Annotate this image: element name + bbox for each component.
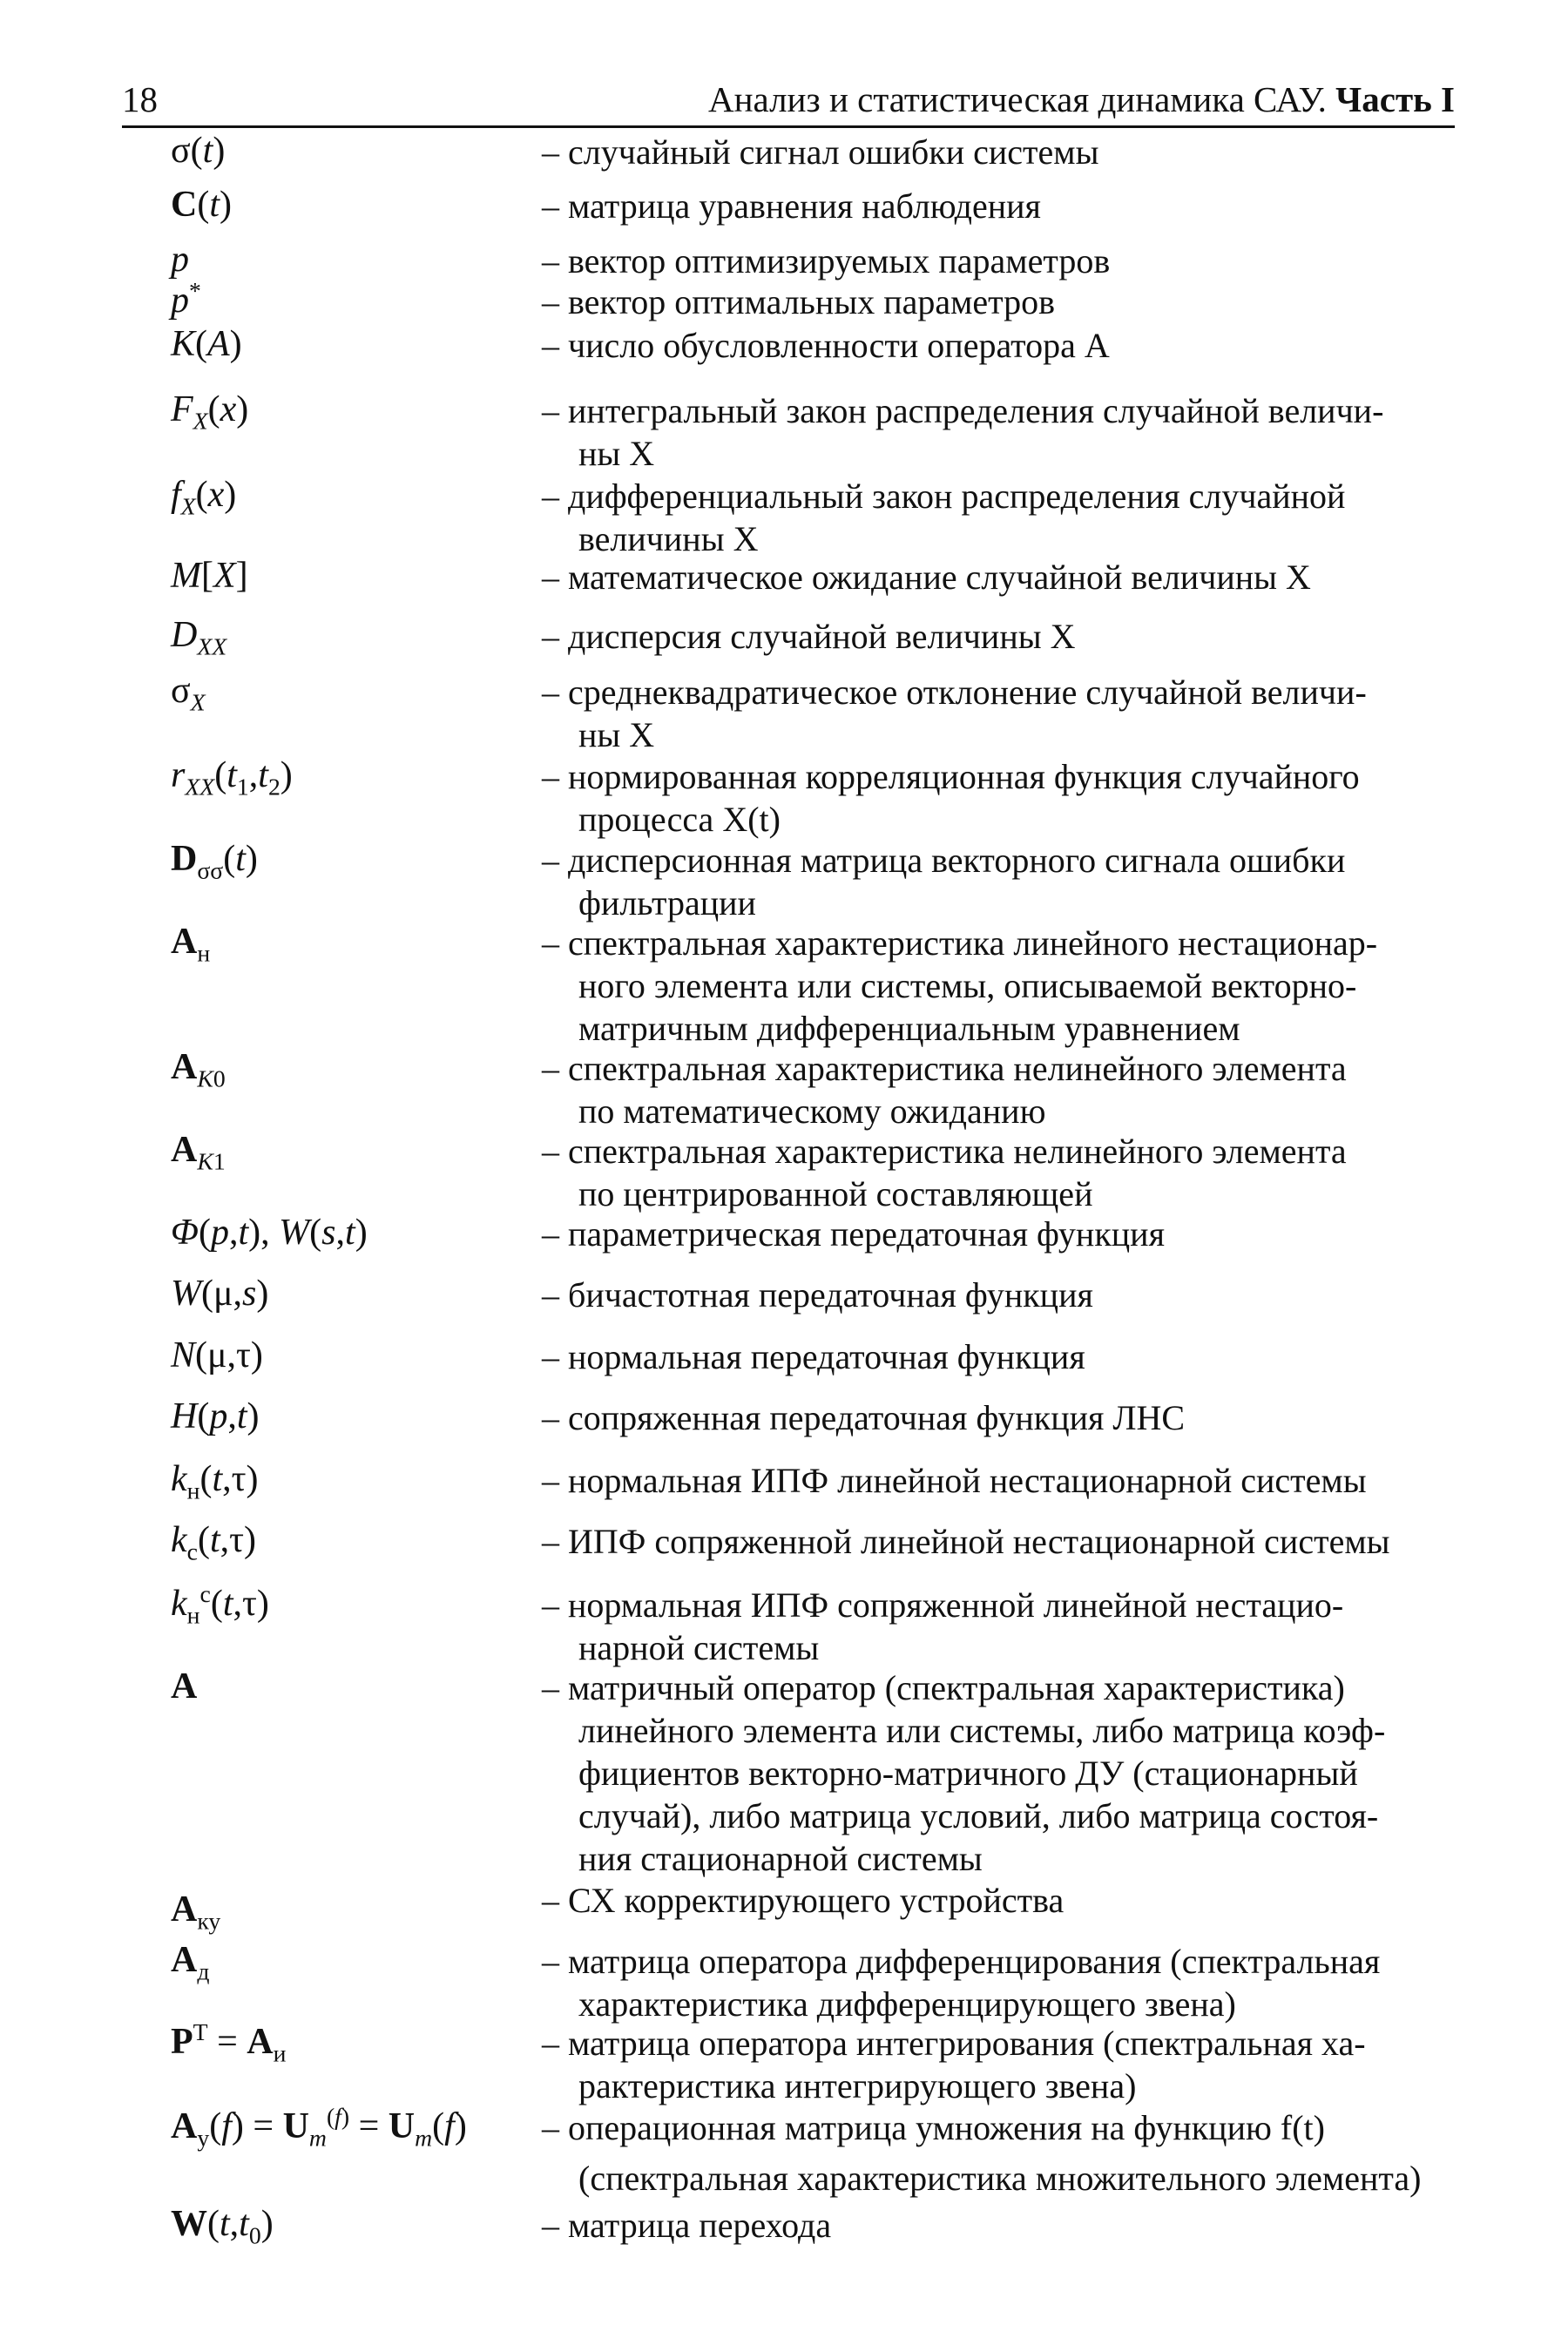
description: – интегральный закон распределения случайной величи- ны X [542, 391, 1384, 473]
part-label: Часть I [1335, 79, 1455, 119]
symbol: $k_н^с(t,\tau)$ [171, 1580, 269, 1629]
symbol: $P^T = A_и$ [171, 2018, 287, 2067]
running-title [708, 78, 1455, 120]
description: – спектральная характеристика нелинейного элемента по математическому ожиданию [542, 1049, 1347, 1131]
symbol: N(μ,τ) [171, 1335, 263, 1375]
symbol: W(μ,s) [171, 1274, 269, 1314]
description: – ИПФ сопряженной линейной нестационарной системы [542, 1522, 1390, 1561]
description: – матрица оператора интегрирования (спектральная ха- рактеристика интегрирующего звена) [542, 2024, 1366, 2105]
page-header [122, 77, 1455, 128]
symbol: $D_{\sigma\sigma}(t)$ [171, 839, 258, 884]
description: – вектор оптимизируемых параметров [542, 241, 1111, 280]
description: – матрица оператора дифференцирования (спектральная характеристика дифференцирующего звена) [542, 1942, 1381, 2024]
description: – математическое ожидание случайной величины X [542, 558, 1311, 597]
symbol: K(A) [171, 324, 242, 364]
description: – вектор оптимальных параметров [542, 282, 1056, 321]
description: – случайный сигнал ошибки системы [542, 132, 1099, 172]
symbol: p* [171, 277, 201, 321]
description: – нормированная корреляционная функция случайного процесса X(t) [542, 757, 1360, 839]
symbol: H(p,t) [171, 1396, 260, 1436]
description: – нормальная ИПФ сопряженной линейной нестацио- нарной системы [542, 1585, 1344, 1667]
symbol: $F_X(x)$ [171, 389, 249, 435]
description: – сопряженная передаточная функция ЛНС [542, 1398, 1186, 1437]
description: – операционная матрица умножения на функцию f(t) (спектральная характеристика множительного элемента) [542, 2108, 1422, 2198]
description: – число обусловленности оператора A [542, 326, 1110, 365]
description: – дисперсионная матрица векторного сигнала ошибки фильтрации [542, 841, 1346, 923]
symbol: $k_н(t,\tau)$ [171, 1459, 259, 1504]
symbol: $A_{K1}$ [171, 1130, 226, 1175]
description: – среднеквадратическое отклонение случайной величи- ны X [542, 672, 1367, 754]
symbol: p [171, 240, 189, 280]
description: – бичастотная передаточная функция [542, 1275, 1093, 1315]
description: – нормальная ИПФ линейной нестационарной системы [542, 1461, 1367, 1500]
symbol: $A_{ку}$ [171, 1889, 221, 1935]
symbol: A [171, 1666, 198, 1707]
symbol: σ(t) [171, 131, 226, 171]
description: – параметрическая передаточная функция [542, 1214, 1165, 1254]
symbol: C(t) [171, 185, 233, 225]
symbol: $\sigma_X$ [171, 671, 206, 716]
description: – матрица уравнения наблюдения [542, 186, 1041, 226]
description: – дисперсия случайной величины X [542, 617, 1076, 656]
page-number: 18 [122, 79, 158, 119]
symbol: $r_{XX}(t_1,t_2)$ [171, 755, 293, 801]
symbol: $A_у(f) = U_m^{(f)} = U_m(f)$ [171, 2103, 467, 2152]
symbol: $D_{XX}$ [171, 615, 227, 660]
symbol: $A_д$ [171, 1940, 210, 1985]
description: – дифференциальный закон распределения случайной величины X [542, 476, 1346, 558]
running-title-text: Анализ и статистическая динамика САУ. [707, 79, 1327, 119]
symbol: $A_{K0}$ [171, 1047, 226, 1092]
symbol: $f_X(x)$ [171, 475, 237, 520]
symbol: $W(t,t_0)$ [171, 2204, 274, 2249]
symbol: $A_н$ [171, 922, 211, 967]
description: – СХ корректирующего устройства [542, 1881, 1064, 1920]
description: – спектральная характеристика нелинейного элемента по центрированной составляющей [542, 1132, 1347, 1213]
symbol: M[X] [171, 556, 248, 596]
description: – нормальная передаточная функция [542, 1337, 1085, 1376]
symbol: $k_с(t,\tau)$ [171, 1520, 257, 1565]
symbol: Φ(p,t), W(s,t) [171, 1213, 368, 1253]
description: – матричный оператор (спектральная характеристика) линейного элемента или системы, либо матрица коэф- фициентов векторно-матричного ДУ (стационарный случай), либо матрица условий, либо матрица состоя- ния стационарной системы [542, 1668, 1386, 1878]
description: – спектральная характеристика линейного нестационар- ного элемента или системы, описываемой векторно- матричным дифференциальным уравнением [542, 923, 1378, 1048]
description: – матрица перехода [542, 2206, 832, 2245]
